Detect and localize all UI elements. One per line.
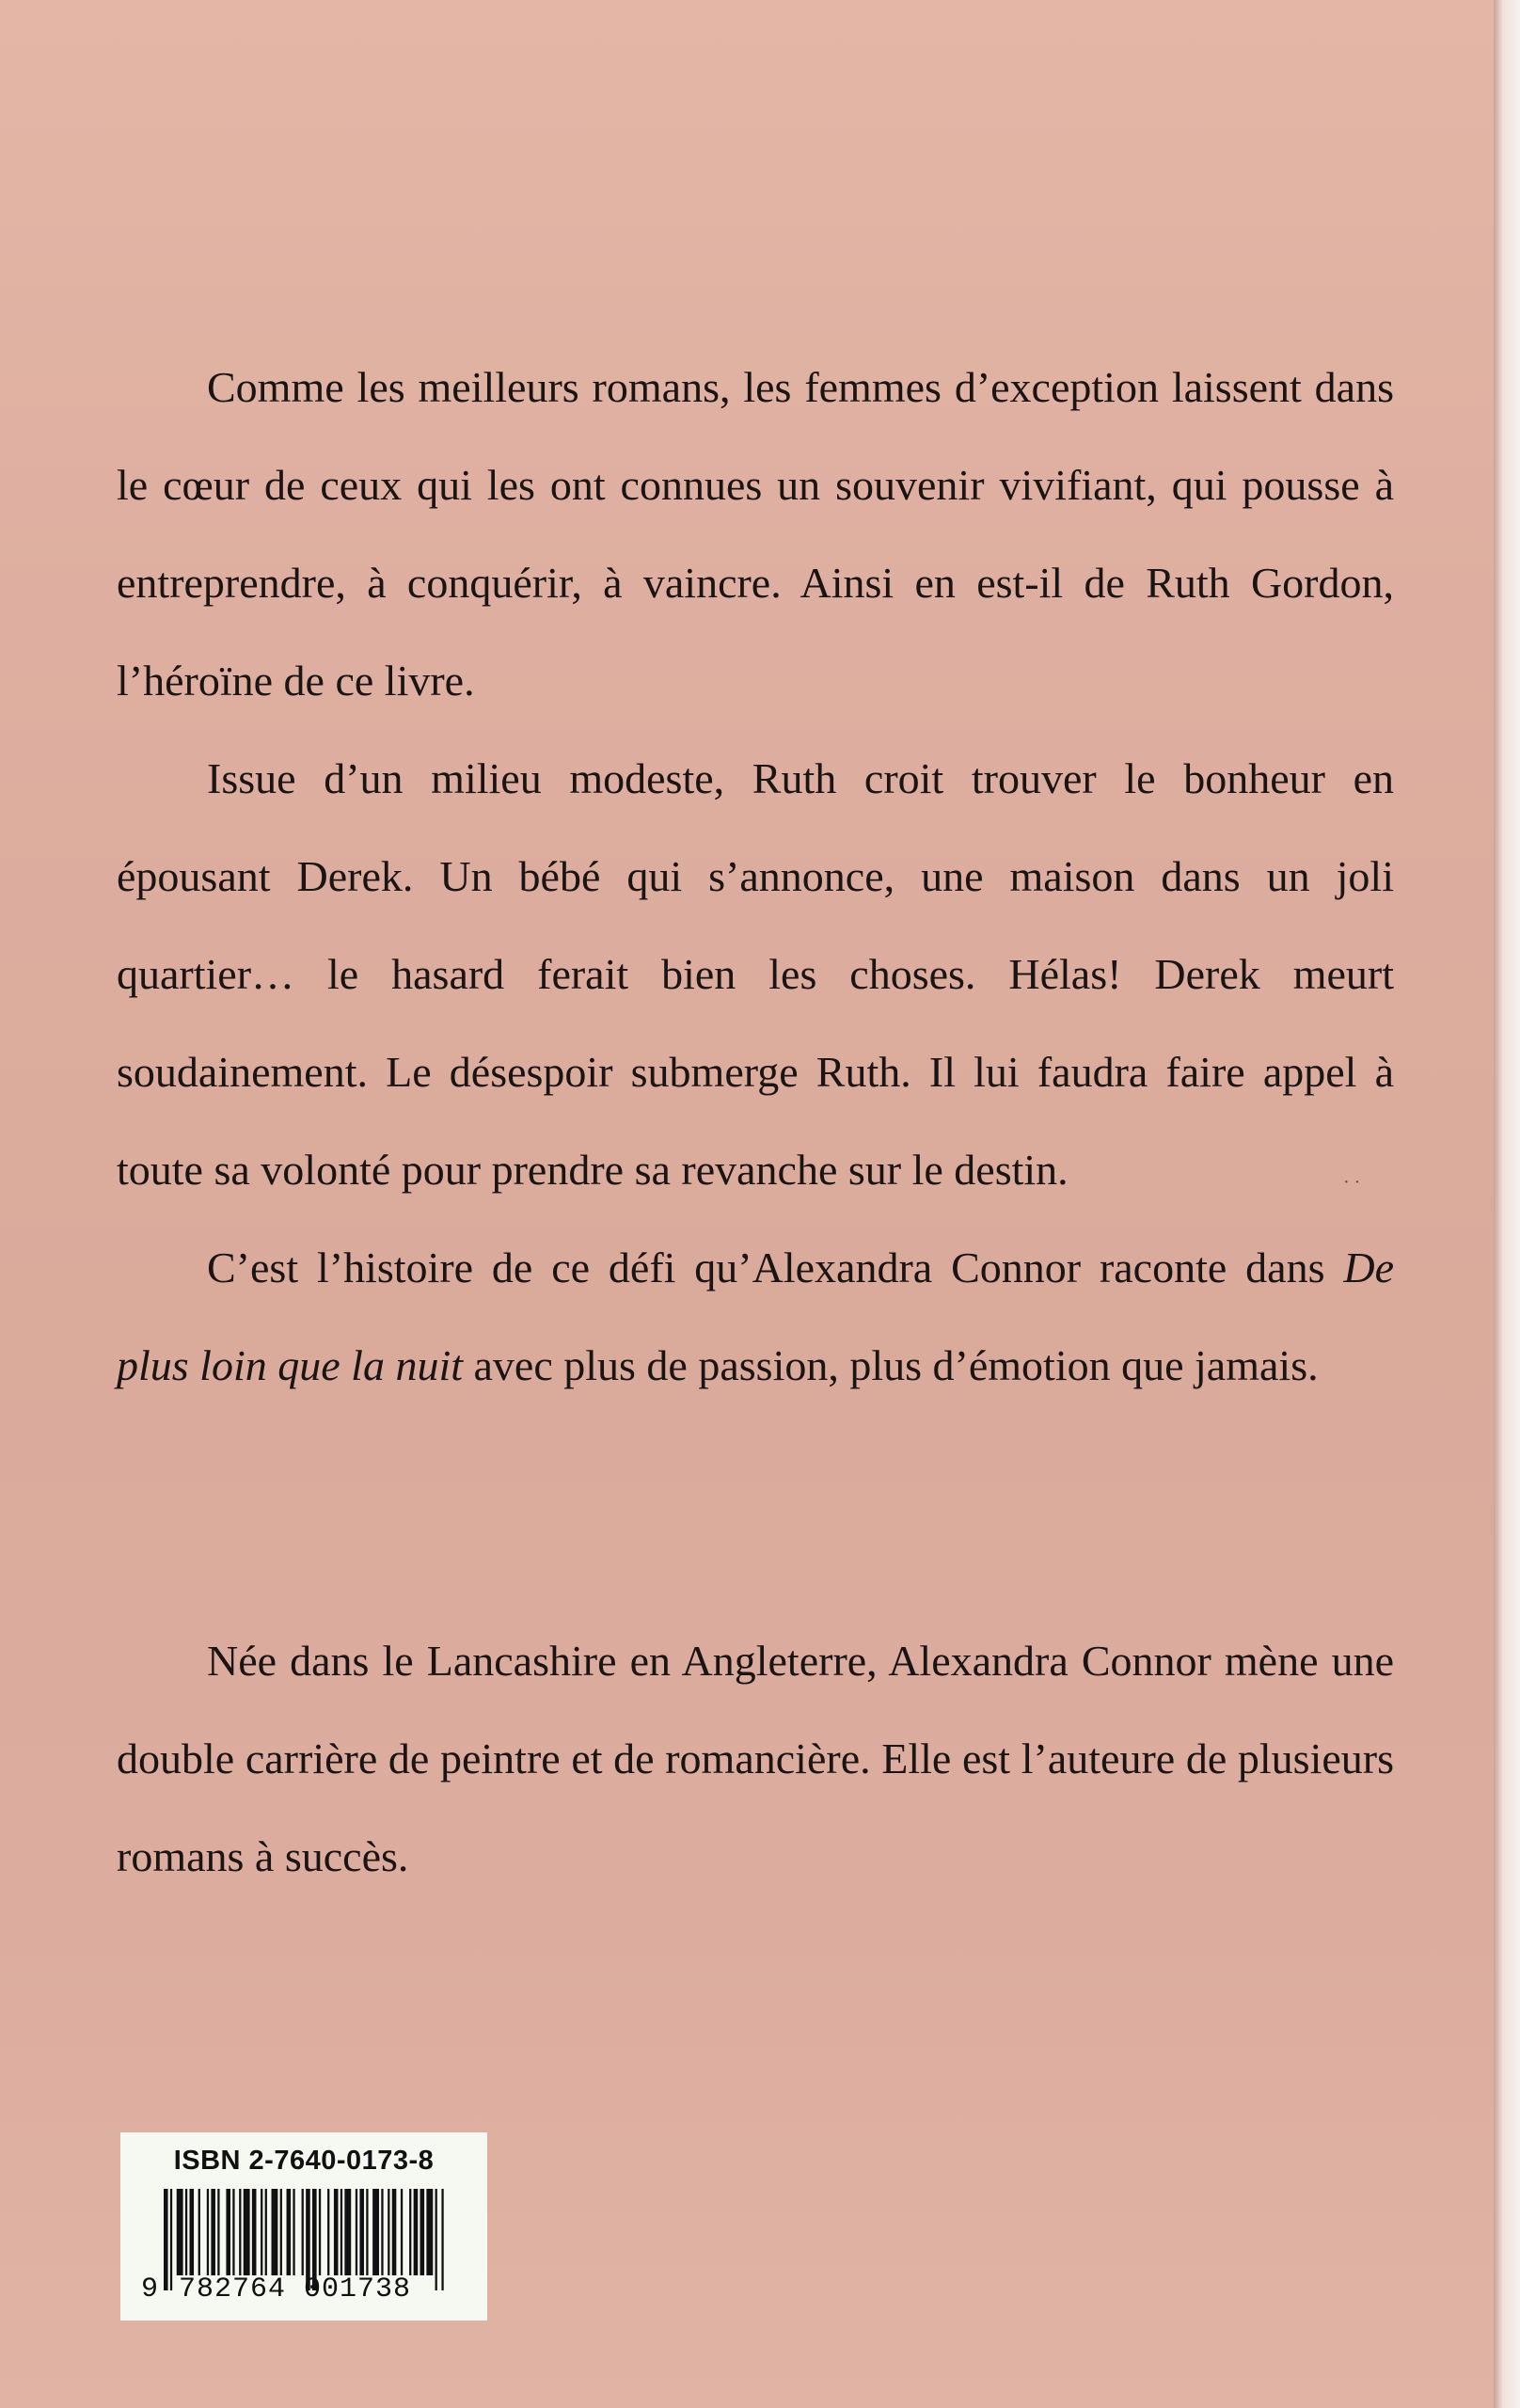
barcode-bar: [280, 2189, 282, 2275]
barcode-bar: [409, 2189, 411, 2275]
barcode-bar: [366, 2189, 368, 2275]
barcode-bar: [226, 2189, 230, 2275]
barcode-bar: [287, 2189, 292, 2275]
barcode-bar: [265, 2189, 267, 2275]
barcode-bar: [177, 2189, 183, 2275]
barcode-bar: [198, 2189, 200, 2275]
barcode-bar: [319, 2189, 321, 2275]
author-bio-paragraph: Née dans le Lancashire en Angleterre, Alexandra Connor mène une double carrière de peintre et de romancière. Elle est l’auteure de plusieurs romans à succès.: [117, 1637, 1394, 1880]
barcode-bar: [189, 2189, 194, 2275]
synopsis-paragraph-2: Issue d’un milieu modeste, Ruth croit trouver le bonheur en épousant Derek. Un bébé qui s’annonce, une maison dans un joli quartier… le hasard ferait bien les choses. Hélas! Derek meurt soudainement. Le désespoir submerge Ruth. Il lui faudra faire appel à toute sa volonté pour prendre sa revanche sur le destin.: [117, 754, 1394, 1194]
barcode-bar: [372, 2189, 379, 2275]
barcode-bar: [302, 2189, 304, 2275]
synopsis: [117, 339, 1394, 1415]
isbn-number: ISBN 2-7640-0173-8: [173, 2146, 435, 2176]
synopsis-paragraph-3: [117, 1219, 1394, 1415]
barcode-bar: [344, 2189, 351, 2275]
ean-first-digit: 9: [141, 2273, 159, 2305]
barcode-bar: [185, 2189, 187, 2275]
isbn-barcode-label: [120, 2132, 487, 2321]
barcode-bar: [244, 2189, 250, 2275]
ean-digits: 782764 001738: [179, 2273, 412, 2305]
barcode-bar: [388, 2189, 389, 2275]
synopsis-text: C’est l’histoire de ce défi qu’Alexandra Connor raconte dans: [207, 1244, 1344, 1291]
barcode-bar: [401, 2189, 403, 2275]
barcode-bar: [414, 2189, 419, 2275]
synopsis-text-end: avec plus de passion, plus d’émotion que jamais.: [463, 1341, 1319, 1389]
barcode-bar: [340, 2189, 342, 2275]
barcode-bar: [359, 2189, 364, 2275]
synopsis-paragraph-1: Comme les meilleurs romans, les femmes d’exception laissent dans le cœur de ceux qui les ont connues un souvenir vivifiant, qui pousse à entreprendre, à conquérir, à vaincre. Ainsi en est-il de Ruth Gordon, l’héroïne de ce livre.: [117, 363, 1394, 705]
barcode-bar: [261, 2189, 262, 2275]
barcode-bar: [164, 2189, 168, 2290]
barcode-bar: [420, 2189, 425, 2275]
barcode-bar: [272, 2189, 278, 2275]
barcode-bar: [170, 2189, 172, 2290]
barcode-bar: [327, 2189, 329, 2275]
barcode-bar: [356, 2189, 357, 2275]
barcode-bar: [252, 2189, 257, 2275]
barcode-bar: [207, 2189, 209, 2275]
barcode-bar: [211, 2189, 215, 2275]
barcode-bar: [334, 2189, 339, 2275]
author-bio: [117, 1612, 1394, 1906]
page-edge: [1494, 0, 1520, 2408]
barcode-bar: [217, 2189, 219, 2275]
book-title: De plus loin que la nuit: [117, 1244, 1394, 1389]
barcode-bar: [232, 2189, 234, 2275]
barcode-bar: [293, 2189, 294, 2275]
speck-marks: · ·: [1343, 1172, 1361, 1193]
barcode-bar: [392, 2189, 397, 2275]
barcode-bar: [426, 2189, 433, 2275]
barcode-bar: [381, 2189, 383, 2275]
barcode-bar: [239, 2189, 241, 2275]
